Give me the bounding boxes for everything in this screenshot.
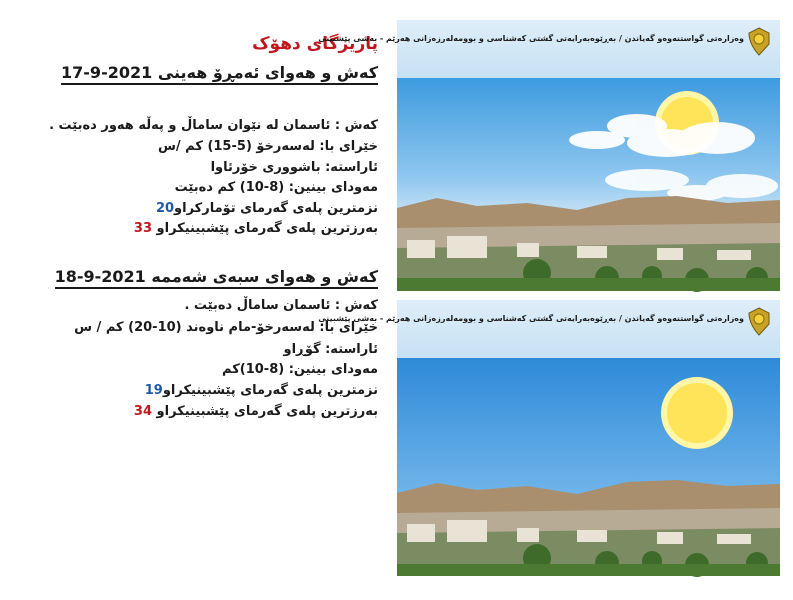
office-title: پاریزگای دهۆک <box>252 34 378 54</box>
day2-visibility: مەودای بینین: (8-10)کم <box>222 362 378 377</box>
sky-scene <box>397 78 780 291</box>
day2-date: 2021-9-18 <box>54 267 146 286</box>
day1-min-label: نزمترین پلەی گەرمای تۆمارکراو <box>174 201 378 216</box>
day2-heading <box>55 267 378 289</box>
day2-wind-speed: خێرای با: لەسەرخۆ-مام ناوەند (10-20) کم / س <box>74 320 378 335</box>
sky-scene-2 <box>397 358 780 576</box>
day2-max-value: 34 <box>133 404 153 419</box>
ministry-banner-text-2: وەزارەتی گواستنەوەو گەیاندن / بەڕێوەبەرایەتی گشتی کەشناسی و بوومەلەرزەزانی هەرێم - بەشی پێشبینی <box>318 314 744 323</box>
emblem-icon <box>746 26 772 56</box>
day1-heading-text: کەش و هەوای ئەمڕۆ هەینی <box>157 63 378 82</box>
day1-wind-speed: خێرای با: لەسەرخۆ (5-15) کم /س <box>157 139 378 154</box>
day1-wind-direction: ئاراستە: باشووری خۆرئاوا <box>210 160 378 175</box>
day2-min-temp <box>145 383 378 398</box>
day1-min-temp <box>156 201 378 216</box>
day2-heading-text: کەش و هەوای سبەی شەممە <box>151 267 378 286</box>
day2-max-label: بەرزترین پلەی گەرمای پێشبینیکراو <box>156 404 378 419</box>
day2-max-temp <box>134 404 378 419</box>
weather-photo-today <box>318 20 780 291</box>
day1-max-label: بەرزترین پلەی گەرمای پێشبینیکراو <box>156 221 378 236</box>
day2-min-value: 19 <box>144 383 163 398</box>
ministry-banner <box>318 20 780 78</box>
day1-visibility: مەودای بینین: (8-10) کم دەبێت <box>174 180 378 195</box>
emblem-icon <box>746 306 772 336</box>
day1-sky: کەش : ئاسمان لە نێوان ساماڵ و پەڵە هەور دەبێت . <box>49 118 378 133</box>
day2-sky: کەش : ئاسمان ساماڵ دەبێت . <box>184 298 378 313</box>
day2-min-label: نزمترین پلەی گەرمای پێشبینیکراو <box>162 383 378 398</box>
day1-heading <box>61 63 378 85</box>
day1-date: 2021-9-17 <box>61 63 153 82</box>
ministry-banner-text: وەزارەتی گواستنەوەو گەیاندن / بەڕێوەبەرایەتی گشتی کەشناسی و بوومەلەرزەزانی هەرێم - بەشی پێشبینی <box>318 34 744 43</box>
cloud-icon <box>569 114 755 157</box>
day1-max-temp <box>134 221 378 236</box>
day1-max-value: 33 <box>133 221 153 236</box>
day1-min-value: 20 <box>155 201 175 216</box>
day2-wind-direction: ئاراستە: گۆڕاو <box>283 342 378 357</box>
